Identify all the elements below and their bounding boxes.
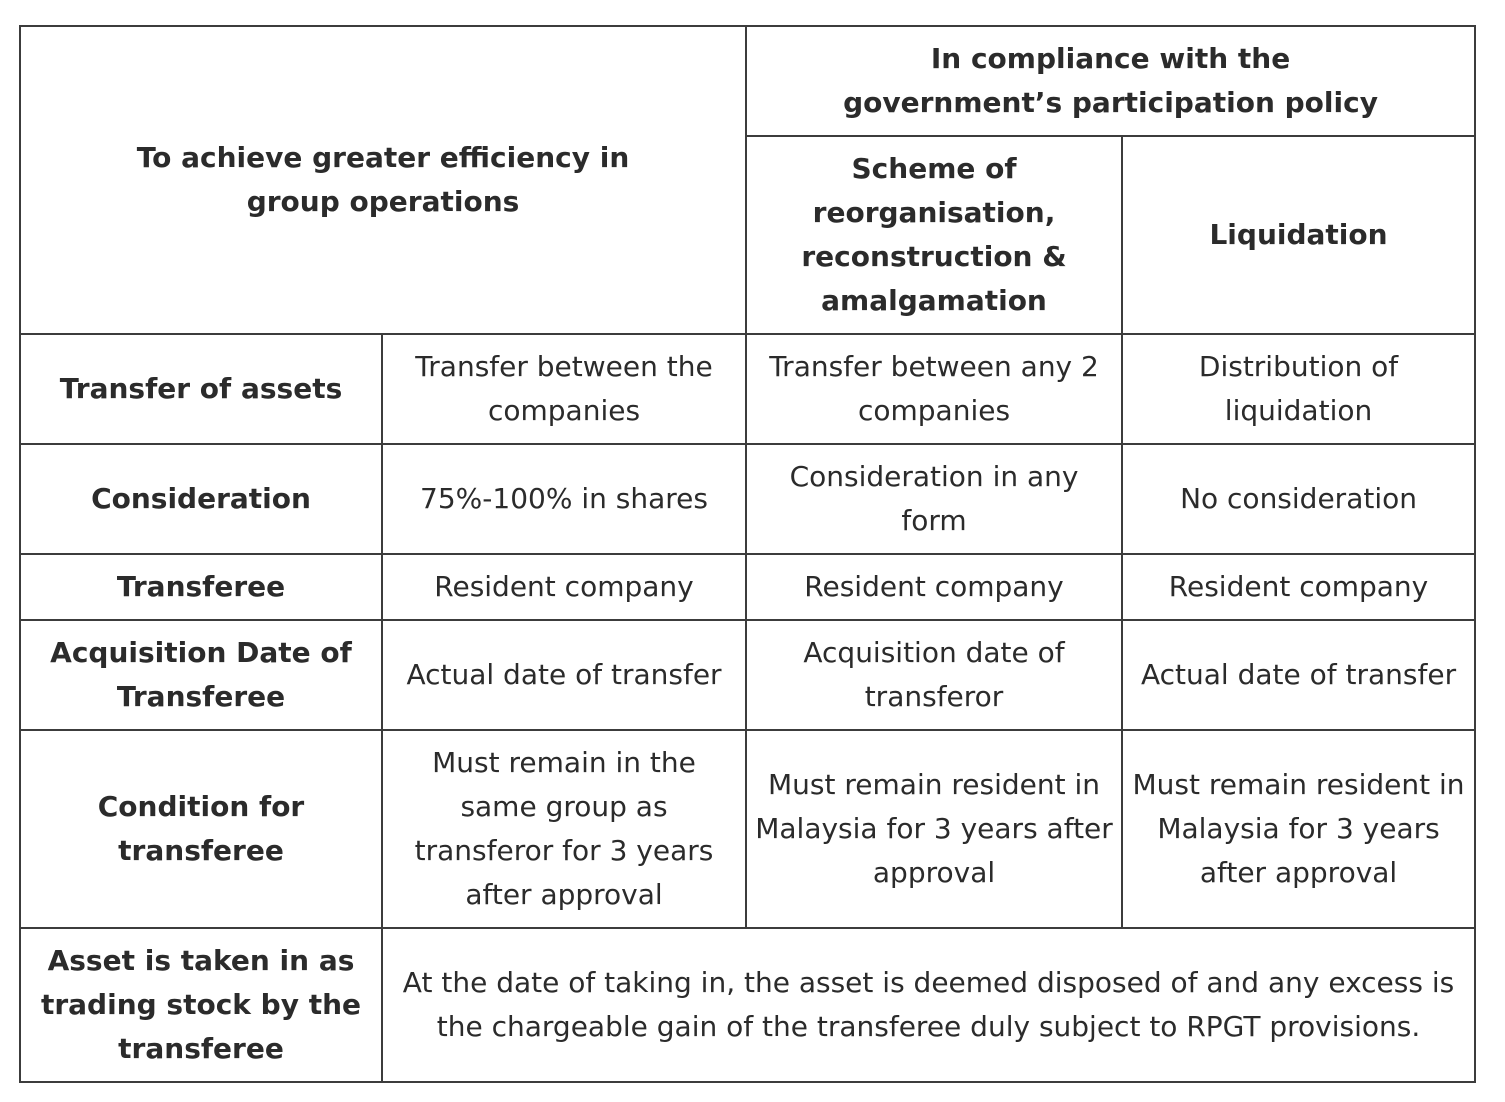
liquidation-cell: Must remain resident in Malaysia for 3 years after approval: [1122, 730, 1475, 928]
trading-stock-text-cell: At the date of taking in, the asset is deemed disposed of and any excess is the chargeable gain of the transferee duly subject to RPGT provisions.: [382, 928, 1475, 1082]
table-row: [20, 620, 1475, 730]
liquidation-cell: No consideration: [1122, 444, 1475, 554]
header-scheme-cell: Scheme of reorganisation, reconstruction & amalgamation: [746, 136, 1122, 334]
header-government-policy-cell: In compliance with the government’s participation policy: [746, 26, 1475, 136]
comparison-table: [19, 25, 1476, 1083]
liquidation-cell: Resident company: [1122, 554, 1475, 620]
table-row: [20, 730, 1475, 928]
header-efficiency-cell: To achieve greater efficiency in group operations: [20, 26, 746, 334]
liquidation-cell: Distribution of liquidation: [1122, 334, 1475, 444]
table-row: [20, 334, 1475, 444]
scheme-cell: Must remain resident in Malaysia for 3 years after approval: [746, 730, 1122, 928]
row-label: Transferee: [20, 554, 382, 620]
scheme-cell: Consideration in any form: [746, 444, 1122, 554]
scheme-cell: Acquisition date of transferor: [746, 620, 1122, 730]
efficiency-cell: Must remain in the same group as transferor for 3 years after approval: [382, 730, 746, 928]
table-row: [20, 928, 1475, 1082]
row-label: Consideration: [20, 444, 382, 554]
table-row: [20, 444, 1475, 554]
efficiency-cell: Actual date of transfer: [382, 620, 746, 730]
row-label: Asset is taken in as trading stock by the transferee: [20, 928, 382, 1082]
row-label: Condition for transferee: [20, 730, 382, 928]
row-label: Acquisition Date of Transferee: [20, 620, 382, 730]
efficiency-cell: Transfer between the companies: [382, 334, 746, 444]
efficiency-cell: Resident company: [382, 554, 746, 620]
table-row: [20, 554, 1475, 620]
scheme-cell: Transfer between any 2 companies: [746, 334, 1122, 444]
efficiency-cell: 75%-100% in shares: [382, 444, 746, 554]
header-liquidation-cell: Liquidation: [1122, 136, 1475, 334]
liquidation-cell: Actual date of transfer: [1122, 620, 1475, 730]
row-label: Transfer of assets: [20, 334, 382, 444]
header-row-top: [20, 26, 1475, 136]
scheme-cell: Resident company: [746, 554, 1122, 620]
